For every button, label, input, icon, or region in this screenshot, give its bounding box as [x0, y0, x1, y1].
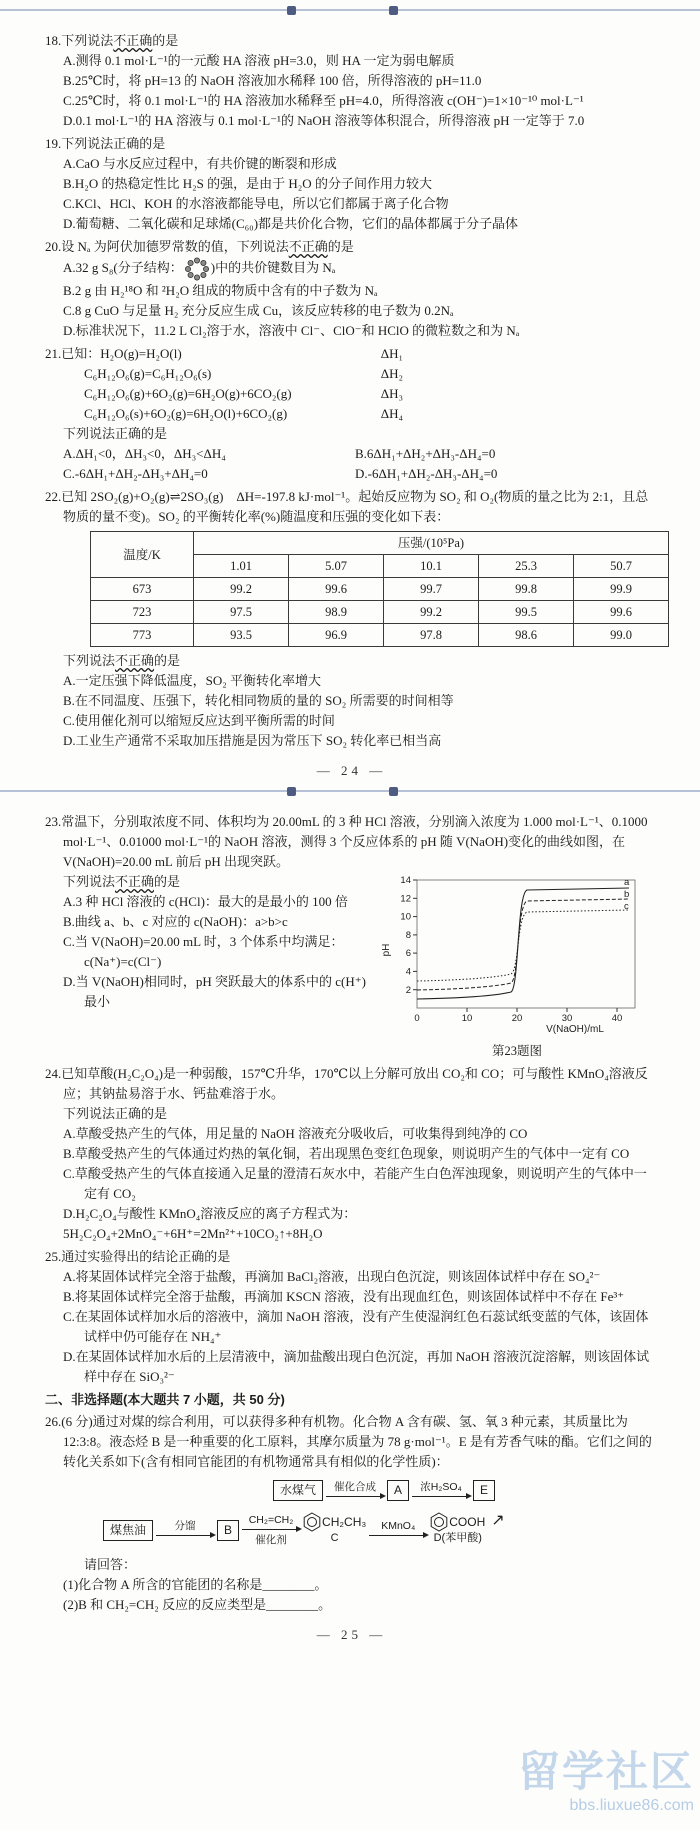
question-23	[45, 812, 658, 1061]
y-tick-label: 12	[400, 893, 411, 905]
q19-stem: 19.下列说法正确的是	[45, 136, 166, 151]
q22-conversion-table	[90, 531, 669, 647]
table-cell: 99.0	[574, 624, 669, 647]
right-arrow-icon	[326, 1496, 384, 1497]
q24-substem: 下列说法正确的是	[63, 1106, 168, 1121]
table-cell: 99.5	[479, 601, 574, 624]
q18-option-a: A.测得 0.1 mol·L⁻¹的一元酸 HA 溶液 pH=3.0，则 HA 一定为弱电解质	[63, 53, 455, 68]
q25-stem: 25.通过实验得出的结论正确的是	[45, 1249, 231, 1264]
q25-option-d: D.在某固体试样加水后的上层清液中，滴加盐酸出现白色沉淀，再加 NaOH 溶液沉淀溶解，则该固体试样中存在 SiO₃²⁻	[63, 1349, 650, 1384]
equation-text: C₆H₁₂O₆(g)=C₆H₁₂O₆(s)	[84, 366, 212, 381]
compound-d-label: D(苯甲酸)	[433, 1532, 482, 1544]
y-tick-label: 14	[400, 875, 411, 887]
table-cell: 50.7	[574, 555, 669, 578]
stem-emphasis: 不正确	[115, 653, 155, 668]
arrow-label-bottom: 催化剂	[255, 1534, 287, 1546]
table-cell: 99.8	[479, 578, 574, 601]
ornament-dot	[287, 787, 296, 796]
y-axis-label: pH	[381, 943, 392, 957]
q21-substem: 下列说法正确的是	[63, 426, 168, 441]
ornament-dot	[389, 6, 398, 15]
stem-emphasis: 不正确	[288, 239, 328, 254]
q18-option-c: C.25℃时，将 0.1 mol·L⁻¹的 HA 溶液加水稀释至 pH=4.0，所得溶液 c(OH⁻)=1×10⁻¹⁰ mol·L⁻¹	[63, 93, 584, 108]
q26-blank-2: (2)B 和 CH₂=CH₂ 反应的反应类型是________。	[63, 1597, 332, 1612]
equation-text: C₆H₁₂O₆(g)+6O₂(g)=6H₂O(g)+6CO₂(g)	[84, 386, 292, 401]
q23-option-c: C.当 V(NaOH)=20.00 mL 时，3 个体系中均满足：c(Na⁺)=c(Cl⁻)	[63, 934, 344, 969]
page-number-24: — 24 —	[316, 763, 387, 778]
table-cell: 98.6	[479, 624, 574, 647]
q19-option-c: C.KCl、HCl、KOH 的水溶液都能导电，所以它们都属于离子化合物	[63, 196, 449, 211]
question-25	[45, 1247, 658, 1387]
table-cell: 1.01	[194, 555, 289, 578]
page-24	[0, 17, 700, 781]
stem-text: 18.下列说法	[45, 33, 114, 48]
q20-option-c: C.8 g CuO 与足量 H₂ 充分反应生成 Cu，该反应转移的电子数为 0.2Nₐ	[63, 303, 454, 318]
arrow-label: KMnO₄	[381, 1520, 416, 1532]
question-24	[45, 1064, 658, 1244]
q24-stem: 24.已知草酸(H₂C₂O₄)是一种弱酸，157℃升华，170℃以上分解可放出 CO₂和 CO；可与酸性 KMnO₄溶液反应；其钠盐易溶于水、钙盐难溶于水。	[45, 1066, 648, 1101]
q24-option-c: C.草酸受热产生的气体直接通入足量的澄清石灰水中，若能产生白色浑浊现象，则说明产生的气体中一定有 CO₂	[63, 1166, 647, 1201]
curve-b	[417, 899, 629, 990]
ionic-equation: 5H₂C₂O₄+2MnO₄⁻+6H⁺=2Mn²⁺+10CO₂↑+8H₂O	[63, 1226, 323, 1241]
ornament-line	[0, 9, 700, 11]
diagram-bottom-row	[103, 1511, 658, 1549]
right-arrow-icon	[156, 1535, 214, 1536]
table-cell: 723	[91, 601, 194, 624]
q20-option-b: B.2 g 由 H₂¹⁸O 和 ²H₂O 组成的物质中含有的中子数为 Nₐ	[63, 283, 378, 298]
s8-atoms	[185, 258, 208, 280]
arrow-ethylene-catalyst	[242, 1514, 300, 1546]
question-22	[45, 487, 658, 751]
x-tick-label: 20	[511, 1013, 523, 1024]
stem-text: 的是	[154, 874, 181, 889]
diagram-top-row	[273, 1480, 658, 1501]
option-text: A.32 g S₈(分子结构：	[63, 259, 183, 275]
q23-figure	[376, 872, 658, 1061]
q21-option-b: B.6ΔH₁+ΔH₂+ΔH₃-ΔH₄=0	[355, 446, 496, 461]
q22-substem	[63, 651, 658, 671]
equation	[45, 344, 182, 364]
y-tick-marks	[413, 880, 417, 990]
y-tick-labels	[400, 875, 411, 996]
q20-option-d: D.标准状况下，11.2 L Cl₂溶于水，溶液中 Cl⁻、ClO⁻和 HClO 的微粒数之和为 Nₐ	[63, 323, 520, 338]
stem-emphasis: 不正确	[115, 874, 155, 889]
curve-c-label: c	[624, 901, 629, 912]
table-cell: 99.2	[384, 601, 479, 624]
equation-text: H₂O(g)=H₂O(l)	[100, 346, 182, 361]
question-21	[45, 344, 658, 484]
q23-option-a: A.3 种 HCl 溶液的 c(HCl)：最大的是最小的 100 倍	[63, 894, 348, 909]
q23-option-d: D.当 V(NaOH)相同时，pH 突跃最大的体系中的 c(H⁺)最小	[63, 974, 366, 1009]
delta-h: ΔH₄	[380, 406, 403, 421]
x-tick-labels	[414, 1013, 622, 1024]
arrow-label-top: CH₂=CH₂	[248, 1514, 294, 1526]
q24-option-d	[63, 1204, 658, 1244]
table-cell: 99.6	[289, 578, 384, 601]
q21-equation-row	[84, 364, 403, 384]
q23-option-b: B.曲线 a、b、c 对应的 c(NaOH)：a>b>c	[63, 914, 288, 929]
stem-text: 下列说法	[63, 874, 116, 889]
q21-equation-row	[84, 384, 403, 404]
q19-option-b: B.H₂O 的热稳定性比 H₂S 的强，是由于 H₂O 的分子间作用力较大	[63, 176, 432, 191]
q24-option-b: B.草酸受热产生的气体通过灼热的氧化铜，若出现黑色变红色现象，则说明产生的气体中一定有 CO	[63, 1146, 630, 1161]
q22-stem: 22.已知 2SO₂(g)+O₂(g)⇌2SO₃(g) ΔH=-197.8 kJ·mol⁻¹。起始反应物为 SO₂ 和 O₂(物质的量之比为 2:1，且总物质的量不变)。SO₂ 的平衡转化率(%)随温度和压强的变化如下表：	[45, 489, 649, 524]
table-cell: 99.9	[574, 578, 669, 601]
page-top-ornament	[0, 5, 700, 17]
q26-stem: 26.(6 分)通过对煤的综合利用，可以获得多种有机物。化合物 A 含有碳、氢、氧 3 种元素，其质量比为 12:3:8。液态烃 B 是一种重要的化工原料，其摩尔质量为 78 g·mol⁻¹。E 是有芳香气味的酯。它们之间的转化关系如下(含有相同官能团的有机物通常具有相似的化学性质)：	[45, 1414, 652, 1469]
q22-option-b: B.在不同温度、压强下，转化相同物质的量的 SO₂ 所需要的时间相等	[63, 693, 454, 708]
curve-b-label: b	[624, 889, 630, 900]
table-cell: 97.8	[384, 624, 479, 647]
x-axis-label: V(NaOH)/mL	[546, 1024, 604, 1034]
x-tick-marks	[467, 1008, 617, 1012]
arrow-label: 催化合成	[334, 1480, 377, 1493]
q22-option-c: C.使用催化剂可以缩短反应达到平衡所需的时间	[63, 713, 335, 728]
curve-a-label: a	[624, 877, 630, 888]
table-cell: 10.1	[384, 555, 479, 578]
curve-a	[417, 888, 629, 999]
q21-equation-row	[84, 404, 403, 424]
benzene-ring-icon	[303, 1512, 321, 1532]
q21-options	[63, 444, 658, 484]
table-cell: 99.2	[194, 578, 289, 601]
q22-option-d: D.工业生产通常不采取加压措施是因为常压下 SO₂ 转化率已相当高	[63, 733, 442, 748]
table-cell: 25.3	[479, 555, 574, 578]
q22-option-a: A.一定压强下降低温度，SO₂ 平衡转化率增大	[63, 673, 322, 688]
table-row	[91, 624, 669, 647]
stem-text: 的是	[327, 239, 354, 254]
table-row	[91, 601, 669, 624]
y-tick-label: 8	[405, 930, 411, 941]
table-cell: 98.9	[289, 601, 384, 624]
q23-stem: 23.常温下，分别取浓度不同、体积均为 20.00mL 的 3 种 HCl 溶液，分别滴入浓度为 1.000 mol·L⁻¹、0.1000 mol·L⁻¹、0.01000 mol·L⁻¹的 NaOH 溶液，测得 3 个反应体系的 pH 随 V(NaOH)变化的曲线如图，在 V(NaOH)=20.00 mL 前后 pH 出现突跃。	[45, 814, 648, 869]
stem-text: 20.设 Nₐ 为阿伏加德罗常数的值，下列说法	[45, 239, 289, 254]
titration-curve-graph	[379, 872, 655, 1034]
right-arrow-icon	[412, 1496, 470, 1497]
table-row	[91, 578, 669, 601]
node-coal-tar: 煤焦油	[103, 1520, 153, 1541]
right-arrow-icon	[242, 1529, 300, 1530]
curve-labels	[624, 877, 630, 912]
q26-prompt: 请回答：	[84, 1557, 137, 1572]
y-tick-label: 6	[405, 948, 411, 960]
compound-C	[303, 1512, 366, 1548]
page-number-25: — 25 —	[316, 1627, 387, 1642]
arrow-d-to-e-icon: ↗	[491, 1512, 505, 1529]
delta-h: ΔH₂	[380, 366, 403, 381]
stem-text: 的是	[154, 653, 181, 668]
q25-option-c: C.在某固体试样加水后的溶液中，滴加 NaOH 溶液，没有产生使湿润红色石蕊试纸变蓝的气体，该固体试样中仍可能存在 NH₄⁺	[63, 1309, 649, 1344]
arrow-label: 浓H₂SO₄	[420, 1480, 462, 1493]
ornament-line	[0, 790, 700, 792]
table-cell: 773	[91, 624, 194, 647]
right-arrow-icon	[369, 1535, 427, 1536]
ornament-dot	[389, 787, 398, 796]
curve-c	[417, 910, 629, 981]
question-20	[45, 237, 658, 341]
y-tick-label: 4	[405, 966, 411, 978]
q20-stem	[45, 237, 658, 257]
q18-option-b: B.25℃时，将 pH=13 的 NaOH 溶液加水稀释 100 倍，所得溶液的 pH=11.0	[63, 73, 482, 88]
q21-option-a: A.ΔH₁<0，ΔH₃<0，ΔH₃<ΔH₄	[63, 446, 226, 461]
stem-text: 下列说法	[63, 653, 116, 668]
arrow-concentrated-h2so4	[412, 1481, 470, 1501]
q25-option-a: A.将某固体试样完全溶于盐酸，再滴加 BaCl₂溶液，出现白色沉淀，则该固体试样中存在 SO₄²⁻	[63, 1269, 601, 1284]
stem-text: 的是	[152, 33, 179, 48]
table-cell: 93.5	[194, 624, 289, 647]
option-text: )中的共价键数目为 Nₐ	[210, 259, 336, 275]
q25-option-b: B.将某固体试样完全溶于盐酸，再滴加 KSCN 溶液，没有出现血红色，则该固体试样中不存在 Fe³⁺	[63, 1289, 625, 1304]
compound-c-formula: CH₂CH₃	[322, 1515, 367, 1529]
pressure-header-cell: 压强/(10⁵Pa)	[194, 532, 669, 555]
stem-emphasis: 不正确	[113, 33, 153, 48]
page-top-ornament	[0, 786, 700, 798]
delta-h: ΔH₁	[380, 346, 403, 361]
node-B: B	[217, 1520, 239, 1541]
arrow-label: 分馏	[174, 1520, 196, 1532]
table-cell: 96.9	[289, 624, 384, 647]
q21-option-d: D.-6ΔH₁+ΔH₂-ΔH₃-ΔH₄=0	[355, 466, 498, 481]
question-19	[45, 134, 658, 234]
arrow-kmno4	[369, 1520, 427, 1540]
q19-option-d: D.葡萄糖、二氧化碳和足球烯(C₆₀)都是共价化合物，它们的晶体都属于分子晶体	[63, 216, 519, 231]
node-water-gas: 水煤气	[273, 1480, 323, 1501]
node-E: E	[473, 1480, 495, 1501]
table-cell: 99.6	[574, 601, 669, 624]
table-cell: 673	[91, 578, 194, 601]
table-header-row	[91, 532, 669, 555]
watermark-title: 留学社区	[517, 1748, 694, 1795]
question-26	[45, 1412, 658, 1615]
compound-c-label: C	[330, 1532, 339, 1544]
y-tick-label: 10	[400, 911, 411, 923]
table-cell: 97.5	[194, 601, 289, 624]
q21-equation-row	[45, 344, 403, 364]
q18-option-d: D.0.1 mol·L⁻¹的 HA 溶液与 0.1 mol·L⁻¹的 NaOH 溶液等体积混合，所得溶液 pH 一定等于 7.0	[63, 113, 585, 128]
watermark	[518, 1750, 694, 1816]
x-tick-label: 10	[461, 1013, 473, 1024]
q23-figure-caption: 第23题图	[491, 1044, 542, 1058]
delta-h: ΔH₃	[380, 386, 403, 401]
table-corner-cell: 温度/K	[91, 532, 194, 578]
y-tick-label: 2	[405, 985, 411, 996]
q20-option-a	[63, 257, 658, 281]
stem-text: 21.已知：	[45, 346, 101, 361]
table-cell: 99.7	[384, 578, 479, 601]
compound-d-formula: COOH	[449, 1515, 486, 1529]
page-25	[0, 798, 700, 1645]
q18-stem	[45, 31, 658, 51]
option-text: D.H₂C₂O₄与酸性 KMnO₄溶液反应的离子方程式为：	[63, 1206, 357, 1221]
watermark-site: bbs.liuxue86.com	[569, 1797, 694, 1814]
q19-option-a: A.CaO 与水反应过程中，有共价键的断裂和形成	[63, 156, 337, 171]
ornament-dot	[287, 6, 296, 15]
section-2-heading: 二、非选择题(本大题共 7 小题，共 50 分)	[45, 1392, 285, 1407]
q24-option-a: A.草酸受热产生的气体，用足量的 NaOH 溶液充分吸收后，可收集得到纯净的 CO	[63, 1126, 528, 1141]
x-tick-label: 30	[561, 1013, 573, 1024]
equation-text: C₆H₁₂O₆(s)+6O₂(g)=6H₂O(l)+6CO₂(g)	[84, 406, 288, 421]
q26-blank-1: (1)化合物 A 所含的官能团的名称是________。	[63, 1577, 328, 1592]
table-cell: 5.07	[289, 555, 384, 578]
s8-molecule-icon	[184, 257, 210, 281]
q21-option-c: C.-6ΔH₁+ΔH₂-ΔH₃+ΔH₄=0	[63, 466, 208, 481]
node-A: A	[387, 1480, 409, 1501]
arrow-catalytic-synthesis	[326, 1481, 384, 1501]
origin-label: 0	[414, 1013, 420, 1024]
compound-D	[430, 1512, 485, 1548]
arrow-fractional-distillation	[156, 1520, 214, 1540]
question-18	[45, 31, 658, 131]
q26-flow-diagram	[45, 1480, 658, 1549]
x-tick-label: 40	[611, 1013, 623, 1024]
